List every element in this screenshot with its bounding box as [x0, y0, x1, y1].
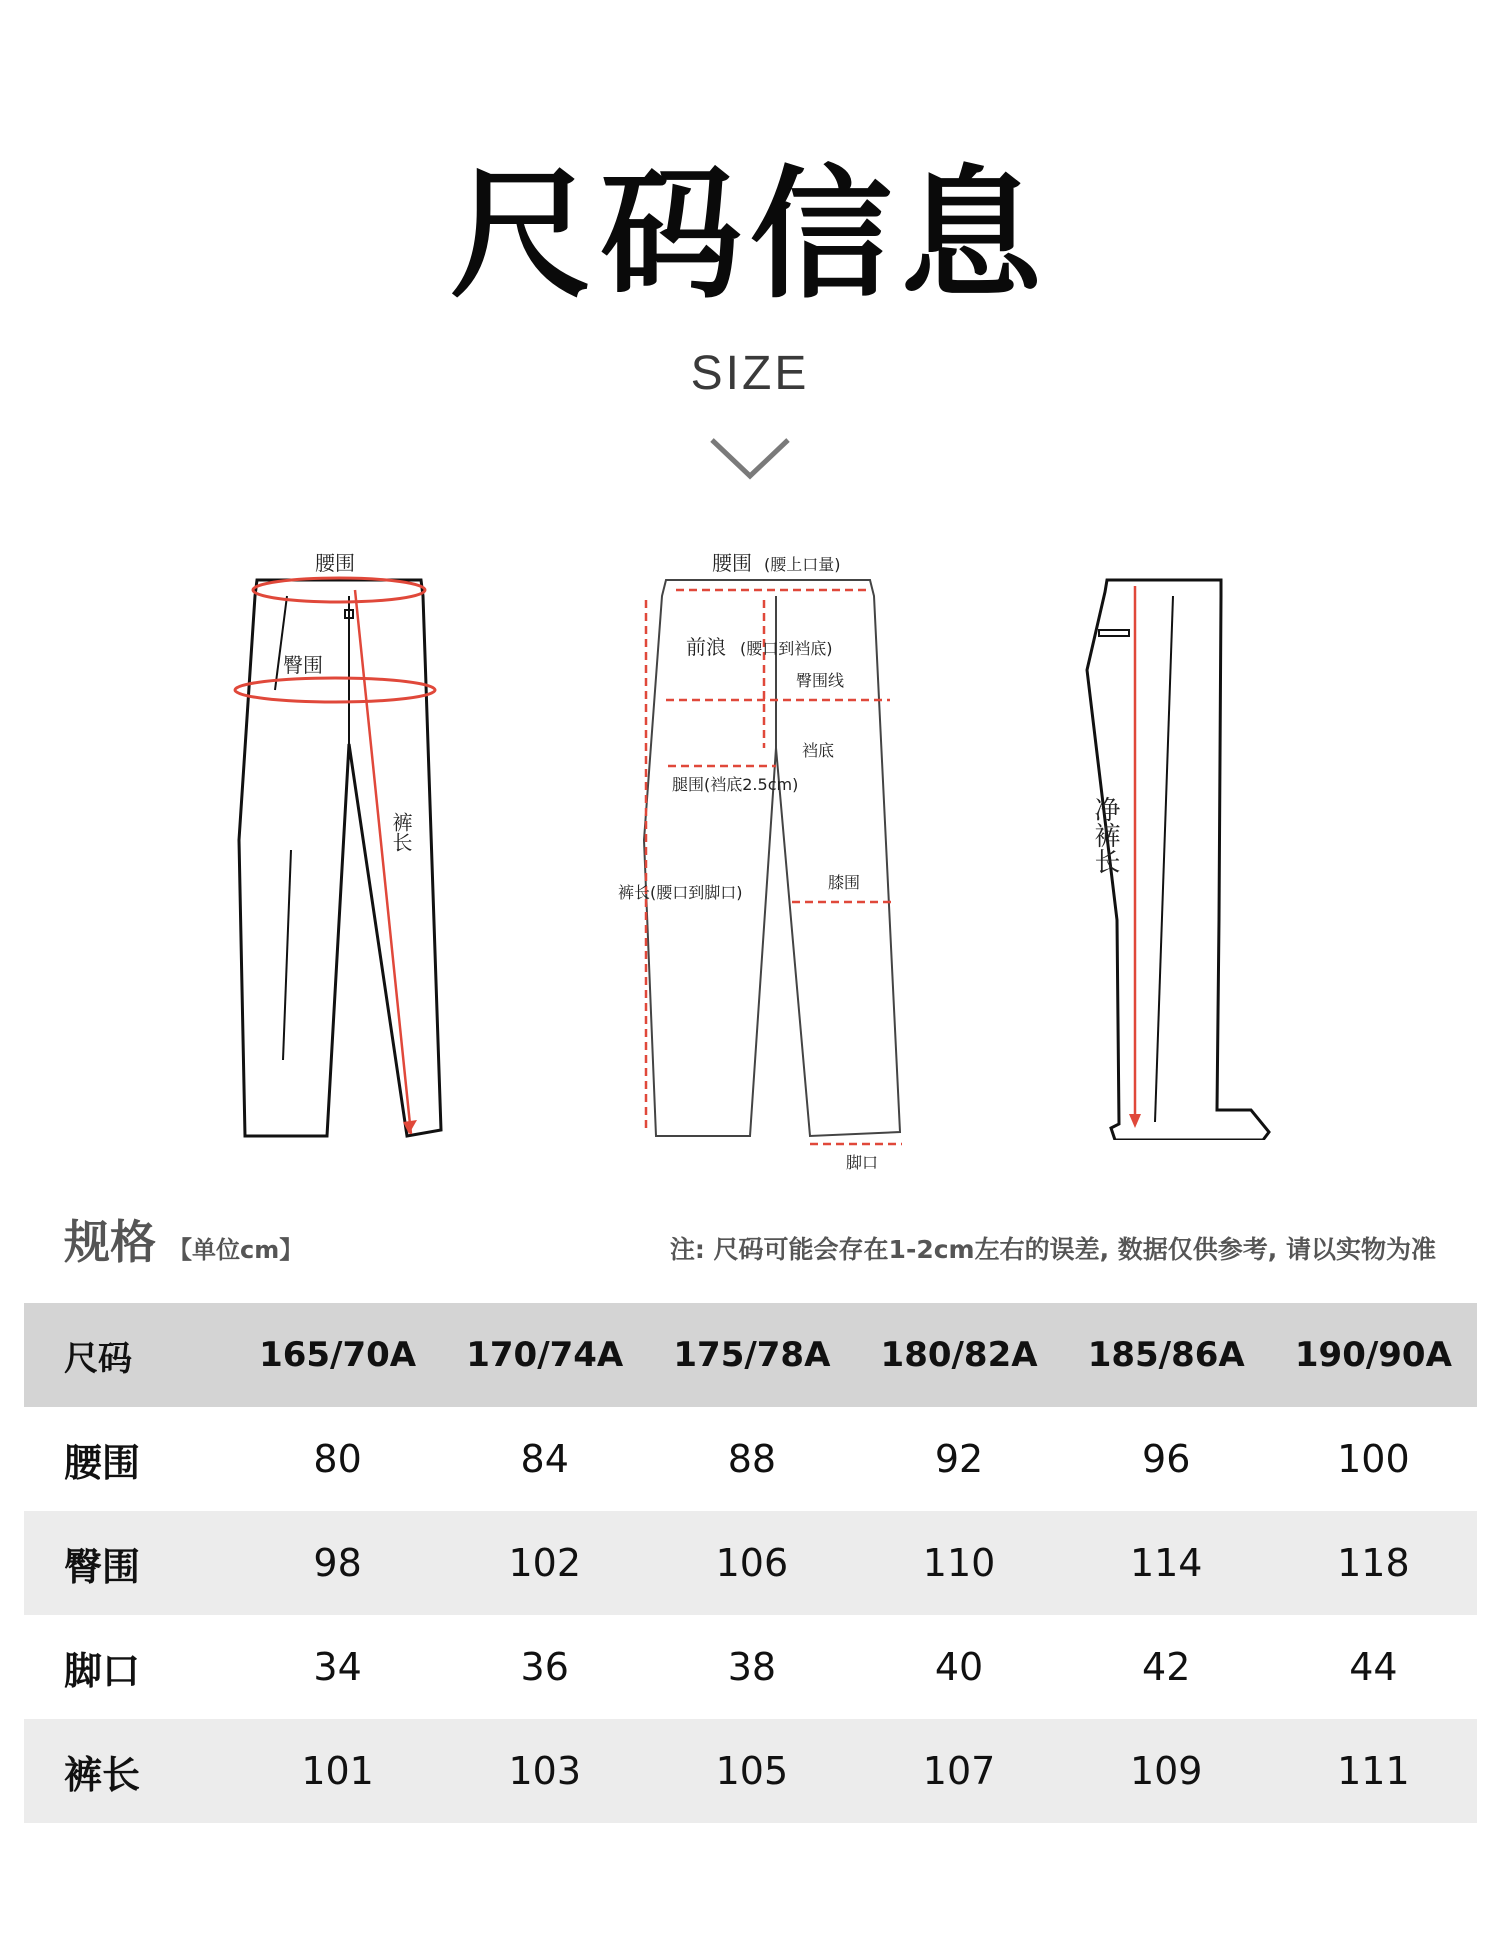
flat-hem-label: 脚口 — [846, 1153, 879, 1172]
table-cell: 44 — [1349, 1645, 1398, 1689]
table-cell: 96 — [1142, 1437, 1191, 1481]
table-header-row — [24, 1303, 1477, 1407]
size-header-cell: 170/74A — [441, 1303, 648, 1407]
table-cell: 110 — [855, 1511, 1062, 1615]
table-cell: 103 — [441, 1719, 648, 1823]
table-header-label: 尺码 — [24, 1303, 234, 1407]
table-cell: 42 — [1142, 1645, 1191, 1689]
table-cell: 40 — [934, 1645, 984, 1689]
table-row-waist — [24, 1407, 1477, 1511]
front-view-diagram — [225, 540, 475, 1140]
flat-waist-label: 腰围 — [712, 551, 752, 575]
spec-heading: 规格 — [64, 1215, 156, 1269]
table-cell: 106 — [648, 1511, 855, 1615]
table-cell: 80 — [313, 1437, 362, 1481]
table-cell: 92 — [934, 1437, 984, 1481]
size-header-cell: 185/86A — [1063, 1303, 1270, 1407]
row-label: 腰围 — [64, 1440, 141, 1485]
flat-thigh-label: 腿围(裆底2.5cm) — [672, 775, 799, 794]
flat-measurement-diagram — [600, 540, 940, 1180]
row-label: 脚口 — [64, 1648, 141, 1693]
table-cell: 109 — [1063, 1719, 1270, 1823]
table-cell: 88 — [727, 1437, 777, 1481]
table-cell: 34 — [313, 1645, 362, 1689]
page-title: 尺码信息 — [450, 153, 1050, 318]
table-cell: 100 — [1337, 1437, 1410, 1481]
table-cell: 118 — [1270, 1511, 1477, 1615]
row-label: 裤长 — [24, 1719, 234, 1823]
flat-length-label: 裤长(腰口到脚口) — [618, 883, 743, 902]
size-header-cell: 175/78A — [648, 1303, 855, 1407]
flat-crotch-label: 裆底 — [802, 741, 835, 760]
flat-hip-line-label: 臀围线 — [796, 671, 845, 690]
flat-front-rise-label: 前浪 — [686, 635, 726, 659]
table-cell: 114 — [1063, 1511, 1270, 1615]
spec-note: 注: 尺码可能会存在1-2cm左右的误差, 数据仅供参考, 请以实物为准 — [669, 1235, 1436, 1264]
chevron-down-icon — [708, 436, 792, 482]
table-cell: 105 — [648, 1719, 855, 1823]
front-waist-label: 腰围 — [315, 551, 355, 575]
table-cell: 38 — [727, 1645, 777, 1689]
table-cell: 36 — [520, 1645, 569, 1689]
size-header-cell: 165/70A — [234, 1303, 441, 1407]
size-table — [24, 1303, 1477, 1823]
size-header-cell: 180/82A — [855, 1303, 1062, 1407]
front-length-label: 裤长 — [389, 812, 413, 852]
table-cell: 98 — [234, 1511, 441, 1615]
table-cell: 107 — [855, 1719, 1062, 1823]
table-row-hem — [24, 1615, 1477, 1719]
side-view-diagram — [1075, 540, 1275, 1140]
table-row-hip — [24, 1511, 1477, 1615]
table-row-length — [24, 1719, 1477, 1823]
flat-front-rise-note: (腰口到裆底) — [740, 639, 833, 658]
table-cell: 111 — [1270, 1719, 1477, 1823]
size-header-cell: 190/90A — [1270, 1303, 1477, 1407]
table-cell: 102 — [441, 1511, 648, 1615]
table-cell: 84 — [520, 1437, 569, 1481]
front-hip-label: 臀围 — [283, 653, 323, 677]
page-subtitle: SIZE — [690, 347, 810, 400]
flat-waist-note: (腰上口量) — [764, 555, 841, 574]
spec-unit: 【单位cm】 — [168, 1236, 304, 1264]
table-cell: 101 — [234, 1719, 441, 1823]
flat-knee-label: 膝围 — [828, 873, 861, 892]
row-label: 臀围 — [24, 1511, 234, 1615]
side-length-label: 净裤长 — [1090, 796, 1120, 874]
